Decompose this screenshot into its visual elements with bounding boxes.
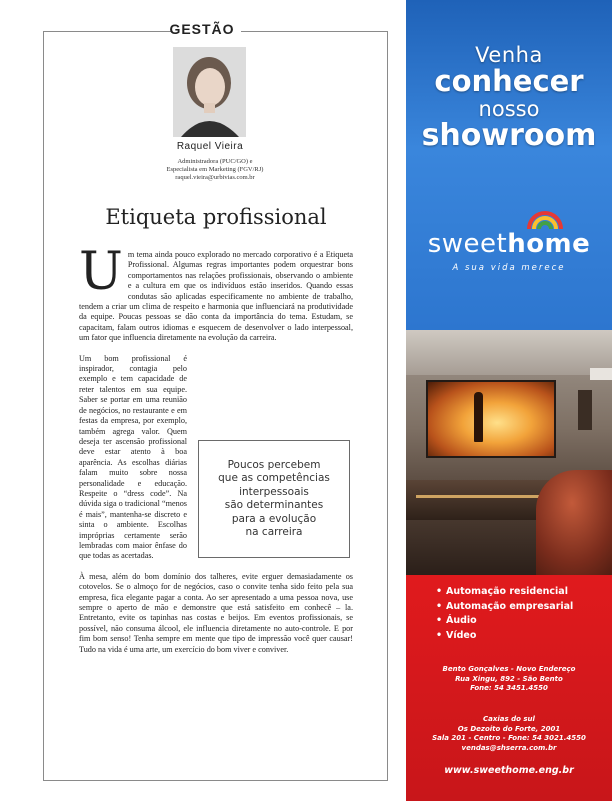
home-theater-photo xyxy=(406,330,612,575)
ad-headline-1: Venha xyxy=(475,43,543,67)
ad-header xyxy=(406,0,612,330)
author-email: raquel.vieira@urbivias.com.br xyxy=(175,174,255,181)
ad-headline-2: conhecer xyxy=(434,64,584,98)
drop-cap: U xyxy=(79,242,123,302)
author-credential-2: Especialista em Marketing (FGV/RJ) xyxy=(166,166,264,173)
feature-item: • Automação residencial xyxy=(436,585,573,600)
article-title: Etiqueta profissional xyxy=(105,205,327,229)
author-photo xyxy=(173,47,246,137)
contact-caxias: Caxias do sul Os Dezoito do Forte, 2001 Sala 201 - Centro - Fone: 54 3021.4550 vendas@shserra.com.br xyxy=(406,715,612,753)
paragraph-1: Um tema ainda pouco explorado no mercado corporativo é a Etiqueta Profissional. Algumas regras importantes podem orquestrar bons comportamentos nas relações profissionais, observando o ambiente e a cultura em que os indivíduos estão inseridos. Quando essas condutas são aplicadas especificamente no ambiente de trabalho, tendem a criar um clima de respeito e harmonia que influenciará na produtividade da equipe. Poucas pessoas se dão conta da importância do tema. Estudam, se capacitam, falam outros idiomas e esquecem de desenvolver o lado interpessoal, um fator que influencia diretamente na evolução da carreira. xyxy=(79,242,353,343)
author-name: Raquel Vieira xyxy=(176,141,244,152)
paragraph-3: À mesa, além do bom domínio dos talheres, evite erguer demasiadamente os cotovelos. Se o almoço for de negócios, caso o convite tenha sido feito pela sua empresa, fica elegante pagar a conta. Ao ser apresentado a uma pessoa nova, use sempre o aperto de mão e demonstre que está satisfeito em conhecê – la. Entretanto, evite os tapinhas nas costas e beijos. Em eventos profissionais, se possível, não consuma álcool, ele influencia diretamente no auto-controle. E por fim bom senso! Tenha sempre em mente que tipo de impressão você quer causar! Tudo na vida é uma arte, um exercício do bom viver e conviver. xyxy=(79,571,353,654)
author-credentials xyxy=(160,158,270,182)
author-credential-1: Administradora (PUC/GO) e xyxy=(177,158,253,165)
contact-email[interactable]: vendas@shserra.com.br xyxy=(461,743,557,752)
ad-headline-4: showroom xyxy=(421,118,597,153)
feature-item: • Automação empresarial xyxy=(436,600,573,615)
rainbow-logo-icon xyxy=(525,199,565,229)
feature-list xyxy=(436,585,573,643)
brand-tagline: A sua vida merece xyxy=(452,263,566,273)
advertisement[interactable] xyxy=(406,0,612,801)
ad-footer xyxy=(406,575,612,801)
paragraph-2: Um bom profissional é inspirador, contagia pelo exemplo e tem capacidade de reter talentos em sua equipe. Saber se portar em uma reunião de negócios, no restaurante e em festas da empresa, por exemplo, também agrega valor. Quem deseja ter ascensão profissional deve estar atento à boa aparência. As escolhas diárias falam muito sobre nossa personalidade e educação. Respeite o “dress code”. Na dúvida siga o tradicional “menos é mais”, mantenha-se discreto e sinta o ambiente. Escolhas impróprias certamente serão lembradas com maior ênfase do que todas as acertadas. xyxy=(79,353,187,561)
section-title: GESTÃO xyxy=(169,21,235,37)
pull-quote: Poucos percebem que as competências interpessoais são determinantes para a evolução na carreira xyxy=(198,440,350,558)
website-link[interactable]: www.sweethome.eng.br xyxy=(444,765,574,776)
ad-headline-3: nosso xyxy=(478,97,540,121)
brand-logo: sweethome xyxy=(427,229,591,259)
contact-bento: Bento Gonçalves - Novo Endereço Rua Xingu, 892 - São Bento Fone: 54 3451.4550 xyxy=(442,665,576,692)
feature-item: • Áudio xyxy=(436,614,573,629)
feature-item: • Vídeo xyxy=(436,629,573,644)
